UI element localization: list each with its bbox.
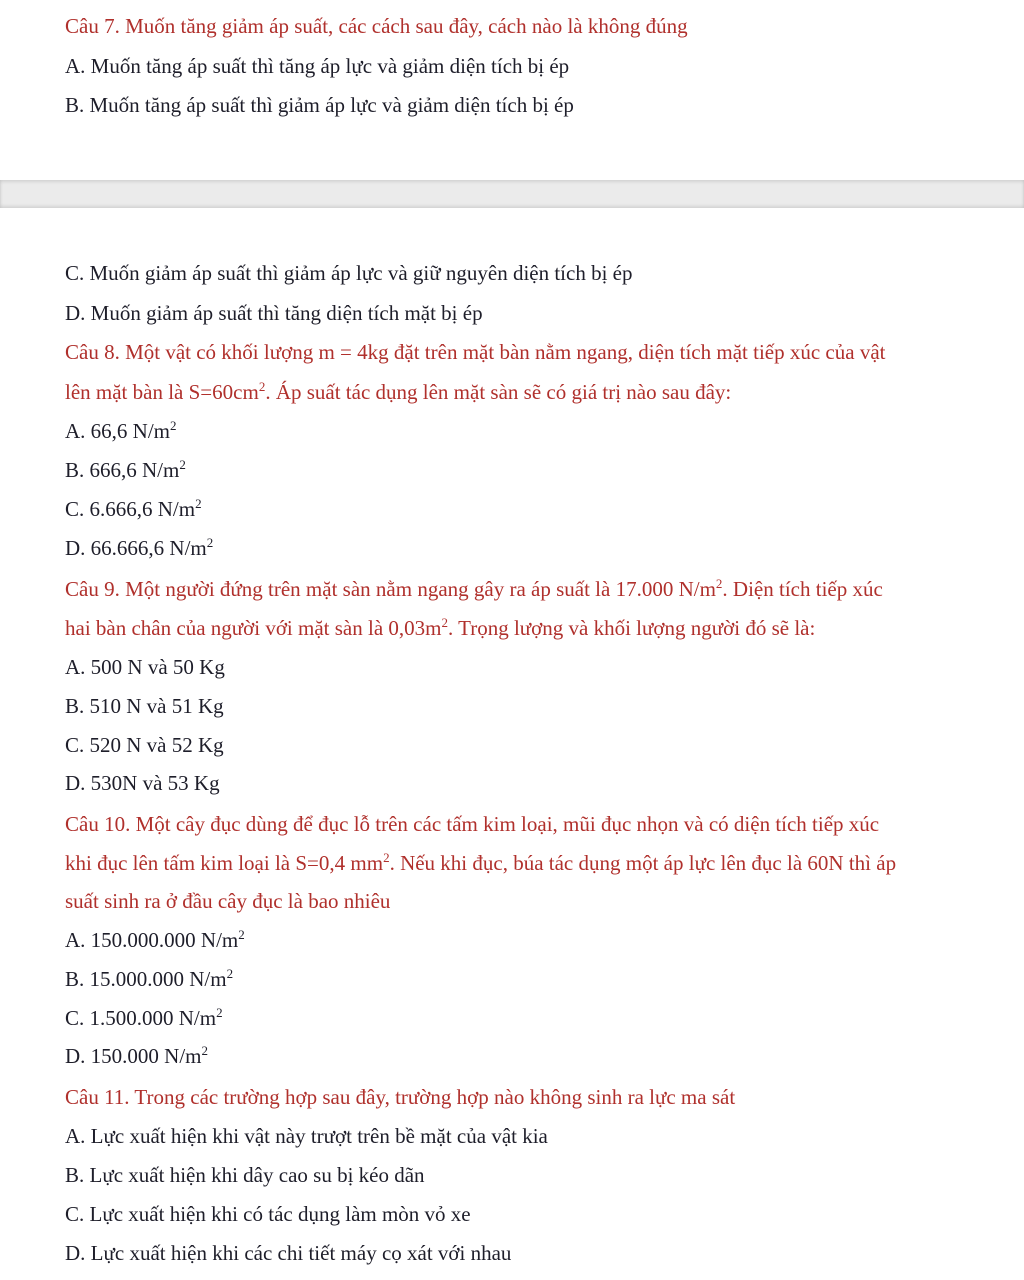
question-8-line-2: lên mặt bàn là $S=60cm^2$. Áp suất tác dụng lên mặt sàn sẽ có giá trị nào sau đây: [65, 379, 732, 404]
q7-option-a: A. Muốn tăng áp suất thì tăng áp lực và giảm diện tích bị ép [65, 54, 570, 78]
q11-option-c: C. Lực xuất hiện khi có tác dụng làm mòn vỏ xe [65, 1202, 471, 1226]
question-9-line-1: Câu 9. Một người đứng trên mặt sàn nằm ngang gây ra áp suất là 17.000 $N/m^2$. Diện tích tiếp xúc [65, 576, 883, 601]
q11-option-d: D. Lực xuất hiện khi các chi tiết máy cọ xát với nhau [65, 1241, 512, 1265]
question-10-line-3: suất sinh ra ở đầu cây đục là bao nhiêu [65, 889, 391, 913]
q10-option-d: D. 150.000 $N/m^2$ [65, 1043, 209, 1068]
q10-option-c: C. 1.500.000 $N/m^2$ [65, 1005, 223, 1030]
page-top [0, 0, 1024, 180]
q10-option-a: A. 150.000.000 $N/m^2$ [65, 927, 245, 952]
q9-option-d: D. 530N và 53 Kg [65, 771, 220, 795]
q7-option-c: C. Muốn giảm áp suất thì giảm áp lực và giữ nguyên diện tích bị ép [65, 261, 633, 285]
question-9-line-2: hai bàn chân của người với mặt sàn là $0,03m^2$. Trọng lượng và khối lượng người đó sẽ là: [65, 615, 816, 640]
question-7: Câu 7. Muốn tăng giảm áp suất, các cách sau đây, cách nào là không đúng [65, 14, 688, 38]
q7-option-b: B. Muốn tăng áp suất thì giảm áp lực và giảm diện tích bị ép [65, 93, 574, 117]
page-break [0, 180, 1024, 208]
question-10-line-2: khi đục lên tấm kim loại là S=0,4 $mm^2$. Nếu khi đục, búa tác dụng một áp lực lên đục là 60N thì áp [65, 850, 897, 875]
question-11: Câu 11. Trong các trường hợp sau đây, trường hợp nào không sinh ra lực ma sát [65, 1085, 736, 1109]
q9-option-c: C. 520 N và 52 Kg [65, 733, 224, 757]
q8-option-d: D. 66.666,6 $N/m^2$ [65, 535, 214, 560]
q11-option-b: B. Lực xuất hiện khi dây cao su bị kéo dãn [65, 1163, 425, 1187]
q8-option-a: A. 66,6 $N/m^2$ [65, 418, 177, 443]
q9-option-a: A. 500 N và 50 Kg [65, 655, 225, 679]
q9-option-b: B. 510 N và 51 Kg [65, 694, 224, 718]
q8-option-c: C. 6.666,6 $N/m^2$ [65, 496, 202, 521]
question-8-line-1: Câu 8. Một vật có khối lượng m = 4kg đặt trên mặt bàn nằm ngang, diện tích mặt tiếp xúc của vật [65, 340, 886, 364]
q8-option-b: B. 666,6 $N/m^2$ [65, 457, 186, 482]
q7-option-d: D. Muốn giảm áp suất thì tăng diện tích mặt bị ép [65, 301, 483, 325]
question-10-line-1: Câu 10. Một cây đục dùng để đục lỗ trên các tấm kim loại, mũi đục nhọn và có diện tích tiếp xúc [65, 812, 880, 836]
q11-option-a: A. Lực xuất hiện khi vật này trượt trên bề mặt của vật kia [65, 1124, 548, 1148]
q10-option-b: B. 15.000.000 $N/m^2$ [65, 966, 234, 991]
